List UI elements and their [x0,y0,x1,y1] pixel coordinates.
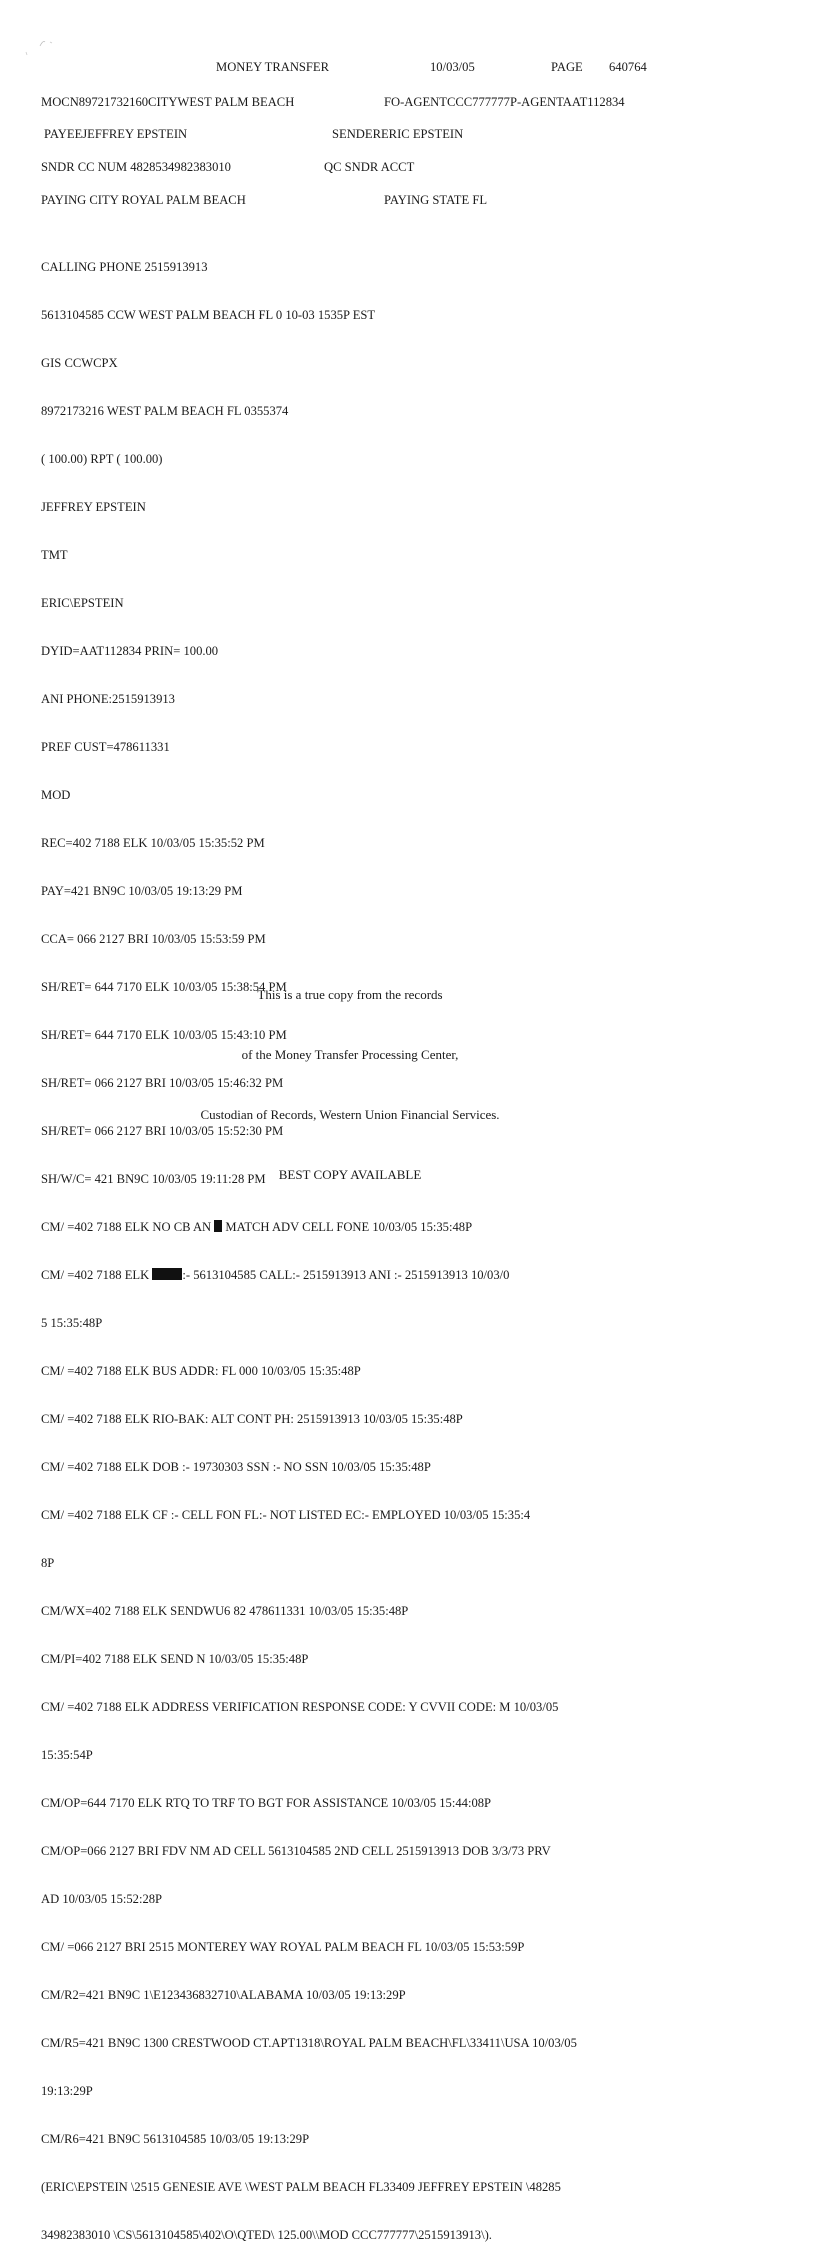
sndr-cc-field: SNDR CC NUM 4828534982383010 [41,160,231,174]
log-line: DYID=AAT112834 PRIN= 100.00 [41,644,219,658]
log-line: CM/ =402 7188 ELK ADDRESS VERIFICATION RESPONSE CODE: Y CVVII CODE: M 10/03/05 [41,1700,559,1714]
log-line-redacted [41,1267,577,1283]
footer-line: BEST COPY AVAILABLE [278,1167,422,1182]
log-text: CM/ =402 7188 ELK NO CB AN [41,1220,215,1234]
log-line: PREF CUST=478611331 [41,740,170,754]
log-text: :- 5613104585 CALL:- 2515913913 ANI :- 2515913913 10/03/0 [182,1268,510,1282]
doc-title: MONEY TRANSFER [216,60,330,74]
log-line: 19:13:29P [41,2084,93,2098]
log-line: CCA= 066 2127 BRI 10/03/05 15:53:59 PM [41,932,266,946]
log-line: 5613104585 CCW WEST PALM BEACH FL 0 10-03 1535P EST [41,308,376,322]
payee-field: PAYEEJEFFREY EPSTEIN [44,127,188,141]
log-line: CM/ =402 7188 ELK DOB :- 19730303 SSN :- NO SSN 10/03/05 15:35:48P [41,1460,431,1474]
log-line: TMT [41,548,68,562]
log-text: MATCH ADV CELL FONE 10/03/05 15:35:48P [222,1220,473,1234]
log-line: ANI PHONE:2515913913 [41,692,175,706]
log-line: CM/PI=402 7188 ELK SEND N 10/03/05 15:35:48P [41,1652,309,1666]
log-line: 8P [41,1556,55,1570]
log-line: 5 15:35:48P [41,1316,103,1330]
log-block [41,227,577,2259]
log-line: ERIC\EPSTEIN [41,596,124,610]
mtcn-line: MOCN89721732160CITYWEST PALM BEACH [41,95,295,109]
footer-line: Custodian of Records, Western Union Financial Services. [200,1107,500,1122]
log-line: CM/ =066 2127 BRI 2515 MONTEREY WAY ROYAL PALM BEACH FL 10/03/05 15:53:59P [41,1940,525,1954]
log-line: CM/R5=421 BN9C 1300 CRESTWOOD CT.APT1318\ROYAL PALM BEACH\FL\33411\USA 10/03/05 [41,2036,577,2050]
scan-smudge [18,32,78,60]
log-line: PAY=421 BN9C 10/03/05 19:13:29 PM [41,884,243,898]
log-line: SH/RET= 066 2127 BRI 10/03/05 15:52:30 PM [41,1124,284,1138]
log-line: SH/W/C= 421 BN9C 10/03/05 19:11:28 PM [41,1172,266,1186]
log-line: CM/R6=421 BN9C 5613104585 10/03/05 19:13:29P [41,2132,310,2146]
log-line: CM/ =402 7188 ELK RIO-BAK: ALT CONT PH: 2515913913 10/03/05 15:35:48P [41,1412,463,1426]
log-line: (ERIC\EPSTEIN \2515 GENESIE AVE \WEST PALM BEACH FL33409 JEFFREY EPSTEIN \48285 [41,2180,561,2194]
log-line: SH/RET= 066 2127 BRI 10/03/05 15:46:32 PM [41,1076,284,1090]
paying-city-field: PAYING CITY ROYAL PALM BEACH [41,193,246,207]
log-line: JEFFREY EPSTEIN [41,500,146,514]
log-line: CM/OP=066 2127 BRI FDV NM AD CELL 5613104585 2ND CELL 2515913913 DOB 3/3/73 PRV [41,1844,551,1858]
log-line: 8972173216 WEST PALM BEACH FL 0355374 [41,404,289,418]
footer-line: This is a true copy from the records [257,987,443,1002]
log-line: AD 10/03/05 15:52:28P [41,1892,163,1906]
log-line: REC=402 7188 ELK 10/03/05 15:35:52 PM [41,836,265,850]
log-line: 15:35:54P [41,1748,93,1762]
log-line-redacted [41,1219,577,1235]
page-label: PAGE [551,60,583,74]
doc-date: 10/03/05 [430,60,475,74]
paying-state-field: PAYING STATE FL [384,193,488,207]
log-line: 34982383010 \CS\5613104585\402\O\QTED\ 125.00\\MOD CCC777777\2515913913\). [41,2228,492,2242]
log-line: CALLING PHONE 2515913913 [41,260,208,274]
log-line: SH/RET= 644 7170 ELK 10/03/05 15:43:10 PM [41,1028,287,1042]
log-line: ( 100.00) RPT ( 100.00) [41,452,163,466]
log-line: CM/ =402 7188 ELK BUS ADDR: FL 000 10/03/05 15:35:48P [41,1364,361,1378]
agent-line: FO-AGENTCCC777777P-AGENTAAT112834 [384,95,625,109]
log-line: MOD [41,788,71,802]
certification-footer [90,945,610,1205]
log-line: CM/WX=402 7188 ELK SENDWU6 82 478611331 10/03/05 15:35:48P [41,1604,409,1618]
log-line: CM/OP=644 7170 ELK RTQ TO TRF TO BGT FOR ASSISTANCE 10/03/05 15:44:08P [41,1796,492,1810]
log-line: CM/ =402 7188 ELK CF :- CELL FON FL:- NOT LISTED EC:- EMPLOYED 10/03/05 15:35:4 [41,1508,531,1522]
footer-line: of the Money Transfer Processing Center, [241,1047,459,1062]
redaction-block [152,1268,182,1280]
log-line: CM/R2=421 BN9C 1\E123436832710\ALABAMA 10/03/05 19:13:29P [41,1988,406,2002]
sender-field: SENDERERIC EPSTEIN [332,127,464,141]
log-line: SH/RET= 644 7170 ELK 10/03/05 15:38:54 PM [41,980,287,994]
log-text: CM/ =402 7188 ELK [41,1268,153,1282]
log-line: GIS CCWCPX [41,356,118,370]
page-number: 640764 [609,60,647,74]
qc-sndr-field: QC SNDR ACCT [324,160,415,174]
